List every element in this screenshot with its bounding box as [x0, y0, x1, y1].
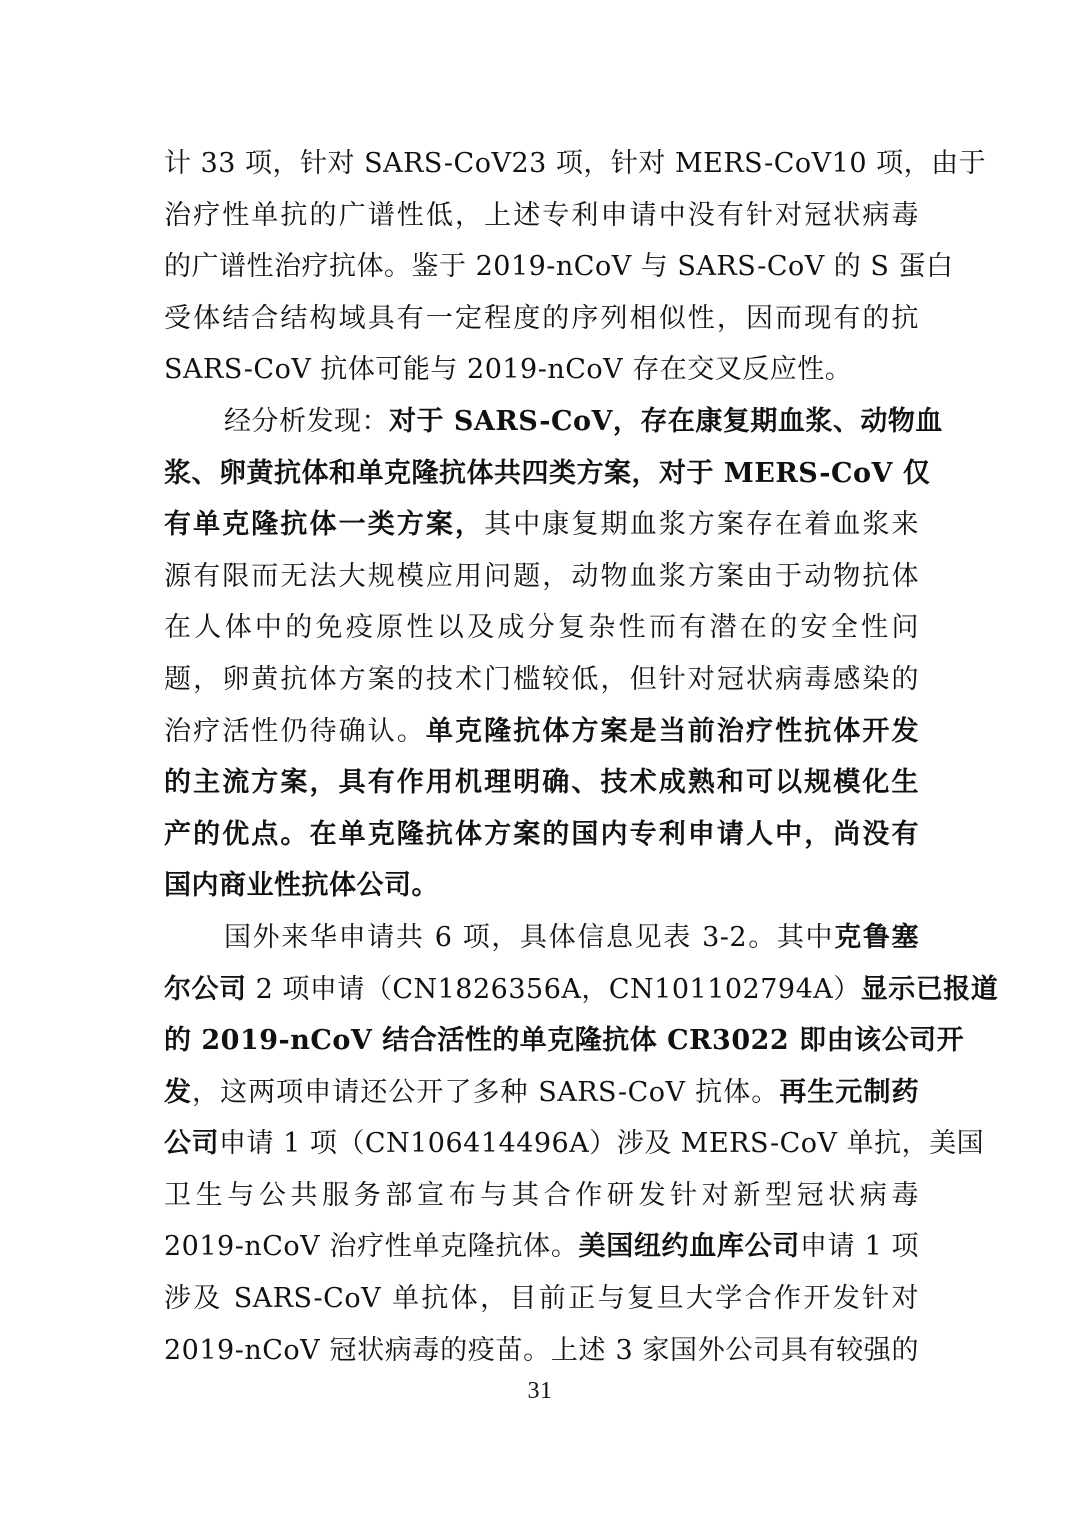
text-run: 申请 1 项 — [799, 1231, 920, 1263]
text-line — [164, 1067, 919, 1119]
text-run: 治疗性单抗的广谱性低，上述专利申请中没有针对冠状病毒 — [164, 199, 919, 231]
bold-text: 显示已报道 — [860, 973, 999, 1005]
text-run: 题，卵黄抗体方案的技术门槛较低，但针对冠状病毒感染的 — [164, 663, 919, 695]
bold-text: 单克隆抗体方案是当前治疗性抗体开发 — [425, 715, 920, 747]
text-line — [164, 551, 919, 603]
text-run: 2 项申请（CN1826356A，CN101102794A） — [246, 973, 861, 1005]
text-run: 其中康复期血浆方案存在着血浆来 — [484, 509, 920, 541]
page-number: 31 — [527, 1378, 553, 1404]
text-run: 经分析发现： — [224, 405, 389, 437]
text-line — [164, 809, 919, 861]
text-line — [164, 241, 954, 293]
text-line — [164, 138, 987, 190]
text-line — [164, 190, 919, 242]
text-line — [164, 499, 919, 551]
text-run: 国外来华申请共 6 项，具体信息见表 3-2。其中 — [224, 921, 835, 953]
bold-text: 有单克隆抗体一类方案， — [164, 509, 485, 541]
bold-text: 对于 SARS-CoV，存在康复期血浆、动物血 — [389, 405, 943, 437]
text-run: 在人体中的免疫原性以及成分复杂性而有潜在的安全性问 — [164, 612, 919, 644]
text-line — [164, 912, 919, 964]
text-line — [164, 1325, 919, 1377]
bold-text: 美国纽约血库公司 — [578, 1231, 800, 1263]
text-line — [164, 602, 919, 654]
paragraph — [164, 912, 999, 1376]
bold-text: 克鲁塞 — [834, 921, 920, 953]
paragraph — [164, 138, 987, 396]
text-line — [164, 1221, 919, 1273]
text-line — [164, 396, 943, 448]
text-run: 卫生与公共服务部宣布与其合作研发针对新型冠状病毒 — [164, 1179, 919, 1211]
text-line — [164, 860, 919, 912]
text-line — [164, 344, 919, 396]
text-run: 治疗活性仍待确认。 — [164, 715, 426, 747]
bold-text: 尔公司 — [164, 973, 247, 1005]
text-line — [164, 757, 919, 809]
text-line — [164, 1015, 965, 1067]
bold-text: 公司 — [164, 1128, 219, 1160]
bold-text: 的主流方案，具有作用机理明确、技术成熟和可以规模化生 — [164, 767, 919, 799]
text-line — [164, 1170, 919, 1222]
bold-text: 再生元制药 — [779, 1076, 920, 1108]
text-run: 申请 1 项（CN106414496A）涉及 MERS-CoV 单抗，美国 — [219, 1128, 985, 1160]
text-run: 2019-nCoV 治疗性单克隆抗体。 — [164, 1231, 579, 1263]
text-line — [164, 293, 919, 345]
body-text — [164, 138, 999, 1376]
text-run: ，这两项申请还公开了多种 SARS-CoV 抗体。 — [192, 1076, 780, 1108]
paragraph — [164, 396, 943, 912]
bold-text: 国内商业性抗体公司。 — [164, 870, 439, 902]
text-line — [164, 1118, 985, 1170]
bold-text: 发 — [164, 1076, 193, 1108]
bold-text: 浆、卵黄抗体和单克隆抗体共四类方案，对于 MERS-CoV 仅 — [164, 457, 931, 489]
text-run: 源有限而无法大规模应用问题，动物血浆方案由于动物抗体 — [164, 560, 919, 592]
text-line — [164, 706, 919, 758]
bold-text: 产的优点。在单克隆抗体方案的国内专利申请人中，尚没有 — [164, 818, 919, 850]
text-line — [164, 964, 999, 1016]
text-run: 的广谱性治疗抗体。鉴于 2019-nCoV 与 SARS-CoV 的 S 蛋白 — [164, 251, 954, 283]
text-run: SARS-CoV 抗体可能与 2019-nCoV 存在交叉反应性。 — [164, 354, 853, 386]
text-run: 计 33 项，针对 SARS-CoV23 项，针对 MERS-CoV10 项，由于 — [164, 148, 987, 179]
bold-text: 的 2019-nCoV 结合活性的单克隆抗体 CR3022 即由该公司开 — [164, 1025, 965, 1057]
text-run: 2019-nCoV 冠状病毒的疫苗。上述 3 家国外公司具有较强的 — [164, 1334, 919, 1366]
text-run: 涉及 SARS-CoV 单抗体，目前正与复旦大学合作开发针对 — [164, 1283, 919, 1315]
text-run: 受体结合结构域具有一定程度的序列相似性，因而现有的抗 — [164, 302, 919, 334]
text-line — [164, 448, 931, 500]
text-line — [164, 1273, 919, 1325]
text-line — [164, 654, 919, 706]
